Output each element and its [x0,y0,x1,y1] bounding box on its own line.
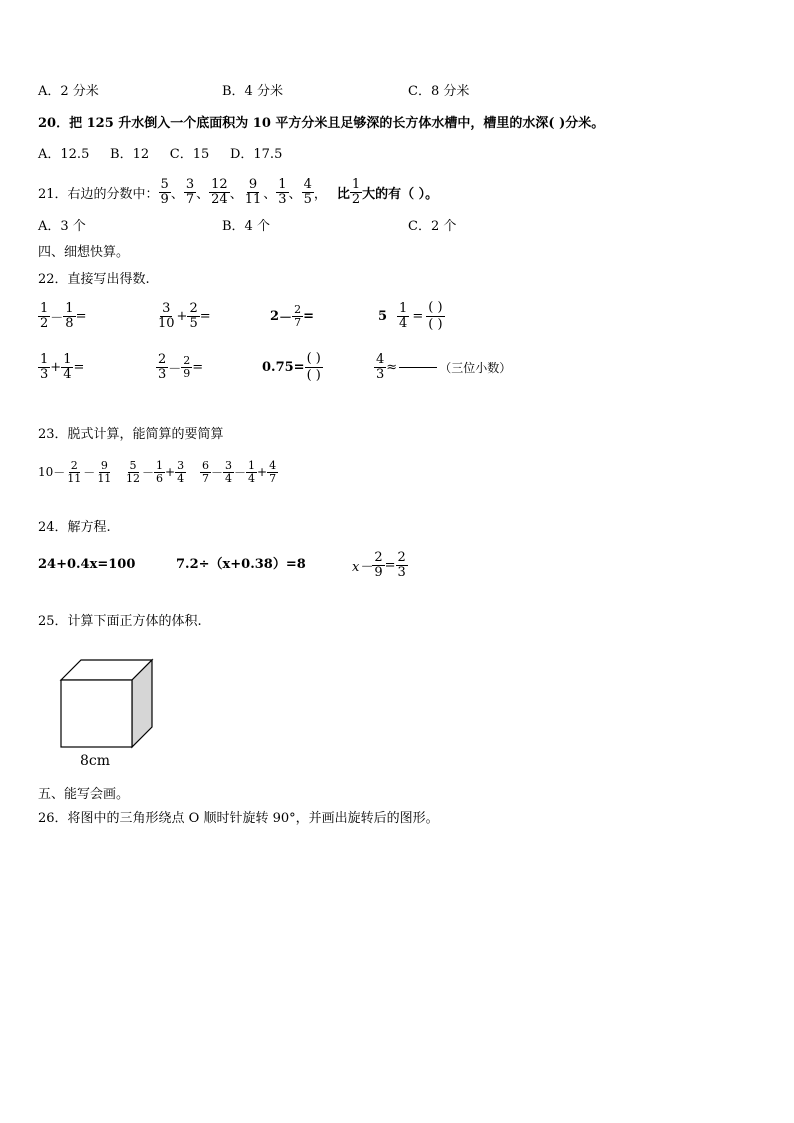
fraction-4-5: $\frac{4}{5}$ [303,176,312,207]
q23-title: 23．脱式计算，能简算的要简算 [38,427,224,442]
q26-question: 26．将图中的三角形绕点 O 顺时针旋转 90°，并画出旋转后的图形。 [38,811,439,826]
separator: 、 [288,186,302,202]
equation-1: 24+0.4x=100 [38,557,136,572]
q21-prefix: 21．右边的分数中： [38,186,159,202]
fraction-2-11: $\frac{2}{11}$ [67,458,82,485]
fraction-4-7: $\frac{4}{7}$ [269,458,277,485]
q25-title: 25．计算下面正方体的体积. [38,614,202,629]
q21-option-a: A．3 个 [38,219,86,234]
fraction-1-3: $\frac{1}{3}$ [278,176,287,207]
fraction-4-3: $\frac{4}{3}$ [376,351,385,382]
fraction-3-7: $\frac{3}{7}$ [185,176,195,207]
q21-option-c: C．2 个 [408,219,457,234]
q20-option-c: C．15 [169,147,210,162]
plus-sign: + [257,465,268,479]
fraction-9-11: $\frac{9}{11}$ [97,458,112,485]
q20-option-b: B．12 [110,147,150,162]
q23-expression-3 [200,452,278,492]
fraction-12-24: $\frac{12}{24}$ [211,176,228,207]
fraction-1-4: $\frac{1}{4}$ [63,351,72,382]
q22-item-6 [156,347,203,387]
equals-sign: = [75,308,87,324]
equals-sign: = [73,359,85,375]
minus-sign: － [234,465,247,480]
separator: 、 [170,186,184,202]
fraction-1-2: $\frac{1}{2}$ [351,176,361,207]
q24-title: 24．解方程. [38,520,111,535]
plus-sign: + [176,308,188,324]
minus-sign: － [142,465,155,480]
separator: 、 [229,186,243,202]
separator: 、 [196,186,210,202]
number-ten: 10 [38,465,54,479]
fraction-2-9: $\frac{2}{9}$ [183,353,191,380]
equation-2: 7.2÷（x+0.38）=8 [176,557,306,572]
q19-option-c: C．8 分米 [408,84,470,99]
approx-sign: ≈ [386,359,398,375]
q20-option-d: D．17.5 [229,147,283,162]
fraction-2-7: $\frac{2}{7}$ [294,302,302,329]
q22-item-7 [262,347,323,387]
fraction-1-3: $\frac{1}{3}$ [40,351,49,382]
q20-option-a: A．12.5 [38,147,90,162]
minus-sign: － [53,465,66,480]
fraction-3-4: $\frac{3}{4}$ [177,458,185,485]
plus-sign: + [50,359,62,375]
minus-sign: － [168,361,182,377]
number-two: 2 [270,308,280,324]
fraction-1-4: $\frac{1}{4}$ [248,458,256,485]
q21-question [38,172,438,212]
equals-sign: = [199,308,211,324]
fraction-2-9: $\frac{2}{9}$ [374,549,383,580]
fraction-1-6: $\frac{1}{6}$ [156,458,164,485]
approx-note: （三位小数） [439,360,512,375]
fraction-3-10: $\frac{3}{10}$ [158,300,175,331]
q22-item-2 [156,296,211,336]
minus-sign: － [50,310,64,326]
q20-question: 20．把 125 升水倒入一个底面积为 10 平方分米且足够深的长方体水槽中，槽里的水深( )分米。 [38,116,605,131]
answer-blank [399,367,437,368]
equals-sign: = [192,359,204,375]
fraction-1-4: $\frac{1}{4}$ [399,300,408,331]
answer-fraction-blank: $\frac{( )}{( )}$ [428,299,443,332]
whole-number-five: 5 [378,308,388,324]
fraction-2-5: $\frac{2}{5}$ [189,300,198,331]
section-four-heading: 四、细想快算。 [38,245,130,260]
q22-item-4 [378,296,445,336]
minus-sign: － [83,465,96,480]
equals-sign: = [303,308,314,324]
equals-sign: = [384,557,396,573]
q22-item-8 [374,347,511,387]
separator: 、 [263,186,277,202]
cube-front-face [61,680,132,747]
minus-sign: － [279,310,293,326]
variable-x: x－ [352,559,373,575]
fraction-2-3: $\frac{2}{3}$ [397,549,406,580]
fraction-5-12: $\frac{5}{12}$ [126,458,140,485]
fraction-5-9: $\frac{5}{9}$ [160,176,169,207]
q20-options [38,147,282,163]
q22-item-3 [270,296,314,336]
equation-3 [352,545,408,585]
q22-item-5 [38,347,84,387]
answer-fraction-blank: $\frac{( )}{( )}$ [306,350,321,383]
cube-edge-label: 8cm [80,753,111,769]
fraction-2-3: $\frac{2}{3}$ [158,351,167,382]
q22-title: 22．直接写出得数. [38,272,150,287]
fraction-1-2: $\frac{1}{2}$ [40,300,49,331]
comma: ， [313,186,327,202]
fraction-3-4: $\frac{3}{4}$ [225,458,233,485]
fraction-1-8: $\frac{1}{8}$ [65,300,74,331]
cube-figure [58,658,158,750]
plus-sign: + [165,465,176,479]
q23-expression-1 [38,452,113,492]
q19-option-b: B．4 分米 [222,84,283,99]
fraction-6-7: $\frac{6}{7}$ [202,458,209,485]
decimal-expression: 0.75= [262,359,305,375]
compare-prefix: 比 [336,186,350,202]
minus-sign: － [211,465,224,480]
q23-expression-2 [124,452,186,492]
fraction-9-11: $\frac{9}{11}$ [244,176,262,207]
equals-sign: = [412,308,424,324]
q22-item-1 [38,296,86,336]
section-five-heading: 五、能写会画。 [38,787,130,802]
compare-suffix: 大的有（ ）。 [362,186,439,202]
q19-option-a: A．2 分米 [38,84,99,99]
q21-option-b: B．4 个 [222,219,270,234]
